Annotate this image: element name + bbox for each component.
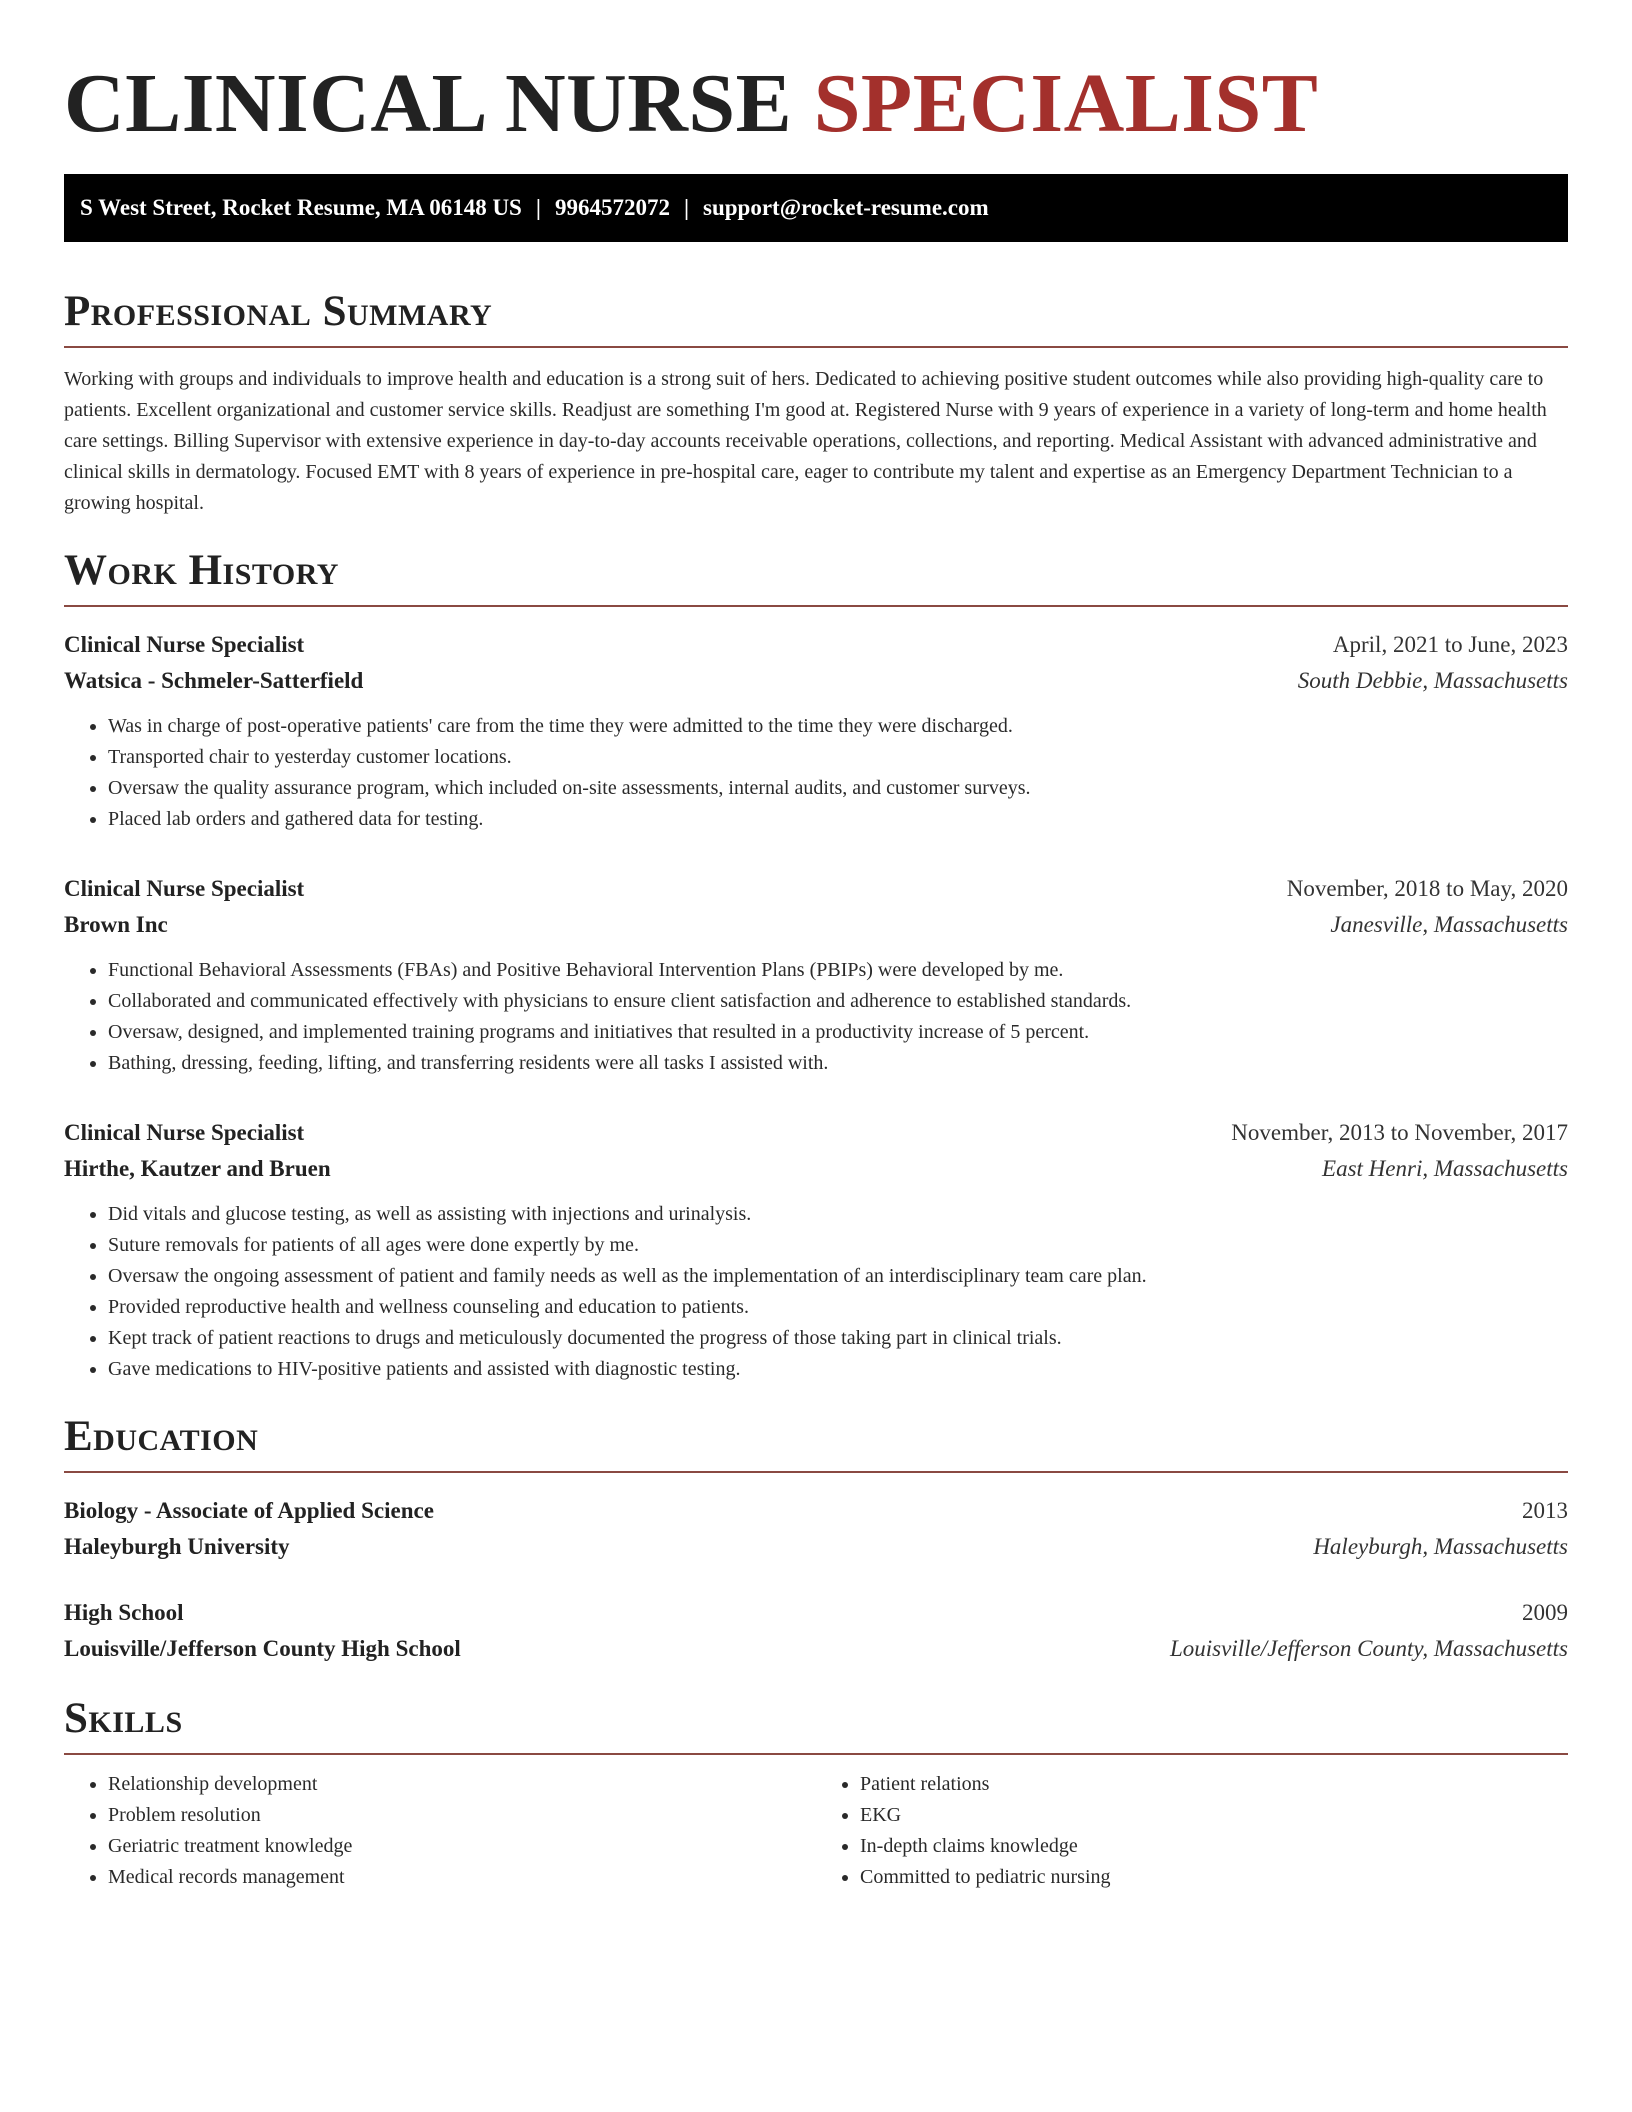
job-entry (64, 1115, 1568, 1385)
summary-text: Working with groups and individuals to improve health and education is a strong suit of hers. Dedicated to achieving positive student outcomes while also providing high-quality care to patients. Excellent organizational and customer service skills. Readjust are something I'm good at. Registered Nurse with 9 years of experience in a variety of long-term and home health care settings. Billing Supervisor with extensive experience in day-to-day accounts receivable operations, collections, and reporting. Medical Assistant with advanced administrative and clinical skills in dermatology. Focused EMT with 8 years of experience in pre-hospital care, eager to contribute my talent and expertise as an Emergency Department Technician to a growing hospital. (64, 368, 1547, 514)
education-section (64, 1413, 1568, 1667)
contact-bar (64, 174, 1568, 242)
education-location: Louisville/Jefferson County, Massachusetts (1170, 1636, 1568, 1661)
job-location: Janesville, Massachusetts (1330, 912, 1568, 937)
title-accent: SPECIALIST (813, 57, 1319, 150)
job-company: Brown Inc (64, 912, 168, 937)
education-school: Haleyburgh University (64, 1534, 290, 1559)
section-heading-education: Education (64, 1413, 1568, 1473)
section-heading-summary: Professional Summary (64, 288, 1568, 348)
section-heading-work: Work History (64, 547, 1568, 607)
education-location: Haleyburgh, Massachusetts (1313, 1534, 1568, 1559)
job-dates: April, 2021 to June, 2023 (1332, 632, 1568, 657)
job-bullet: • Bathing, dressing, feeding, lifting, and transferring residents were all tasks I assisted with. (108, 1048, 1568, 1079)
summary-section (64, 288, 1568, 519)
education-school: Louisville/Jefferson County High School (64, 1636, 461, 1661)
job-bullet: • Kept track of patient reactions to drugs and meticulously documented the progress of those taking part in clinical trials. (108, 1323, 1568, 1354)
education-entry (64, 1493, 1568, 1565)
job-title: Clinical Nurse Specialist (64, 1120, 305, 1145)
job-bullet: • Oversaw the quality assurance program, which included on-site assessments, internal audits, and customer surveys. (108, 773, 1568, 804)
skill-item: • Relationship development (108, 1769, 816, 1800)
job-bullets (64, 955, 1568, 1079)
job-bullet: • Transported chair to yesterday customer locations. (108, 742, 1568, 773)
skills-section (64, 1695, 1568, 1893)
job-title: Clinical Nurse Specialist (64, 876, 305, 901)
job-location: East Henri, Massachusetts (1322, 1156, 1568, 1181)
contact-separator: | (535, 195, 541, 220)
section-heading-skills: Skills (64, 1695, 1568, 1755)
page-title (64, 0, 1568, 150)
contact-email: support@rocket-resume.com (703, 195, 989, 220)
education-year: 2013 (1522, 1498, 1568, 1523)
job-company: Watsica - Schmeler-Satterfield (64, 668, 364, 693)
job-bullet: • Oversaw the ongoing assessment of patient and family needs as well as the implementation of an interdisciplinary team care plan. (108, 1261, 1568, 1292)
skills-list-left (64, 1769, 816, 1893)
job-entry (64, 871, 1568, 1079)
job-bullet: • Functional Behavioral Assessments (FBAs) and Positive Behavioral Intervention Plans (PBIPs) were developed by me. (108, 955, 1568, 986)
job-bullet: • Did vitals and glucose testing, as well as assisting with injections and urinalysis. (108, 1199, 1568, 1230)
skill-item: • Geriatric treatment knowledge (108, 1831, 816, 1862)
job-bullet: • Provided reproductive health and wellness counseling and education to patients. (108, 1292, 1568, 1323)
job-dates: November, 2018 to May, 2020 (1286, 876, 1568, 901)
job-bullet: • Suture removals for patients of all ages were done expertly by me. (108, 1230, 1568, 1261)
skill-item: • Medical records management (108, 1862, 816, 1893)
skills-columns (64, 1769, 1568, 1893)
job-company: Hirthe, Kautzer and Bruen (64, 1156, 331, 1181)
skill-item: • Committed to pediatric nursing (860, 1862, 1568, 1893)
education-degree: High School (64, 1600, 184, 1625)
education-entry (64, 1595, 1568, 1667)
education-degree: Biology - Associate of Applied Science (64, 1498, 434, 1523)
job-title: Clinical Nurse Specialist (64, 632, 305, 657)
job-location: South Debbie, Massachusetts (1297, 668, 1568, 693)
skills-list-right (816, 1769, 1568, 1893)
job-dates: November, 2013 to November, 2017 (1231, 1120, 1568, 1145)
skill-item: • In-depth claims knowledge (860, 1831, 1568, 1862)
job-bullet: • Collaborated and communicated effectively with physicians to ensure client satisfaction and adherence to established standards. (108, 986, 1568, 1017)
title-main: CLINICAL NURSE (64, 57, 793, 150)
skill-item: • EKG (860, 1800, 1568, 1831)
job-bullet: • Placed lab orders and gathered data for testing. (108, 804, 1568, 835)
skill-item: • Problem resolution (108, 1800, 816, 1831)
work-section (64, 547, 1568, 1385)
job-bullet: • Was in charge of post-operative patients' care from the time they were admitted to the time they were discharged. (108, 711, 1568, 742)
education-year: 2009 (1522, 1600, 1568, 1625)
job-bullets (64, 711, 1568, 835)
contact-address: S West Street, Rocket Resume, MA 06148 US (80, 195, 522, 220)
contact-separator: | (683, 195, 690, 220)
job-entry (64, 627, 1568, 835)
contact-phone: 9964572072 (554, 195, 670, 220)
job-bullet: • Gave medications to HIV-positive patients and assisted with diagnostic testing. (108, 1354, 1568, 1385)
skill-item: • Patient relations (860, 1769, 1568, 1800)
job-bullets (64, 1199, 1568, 1385)
job-bullet: • Oversaw, designed, and implemented training programs and initiatives that resulted in a productivity increase of 5 percent. (108, 1017, 1568, 1048)
